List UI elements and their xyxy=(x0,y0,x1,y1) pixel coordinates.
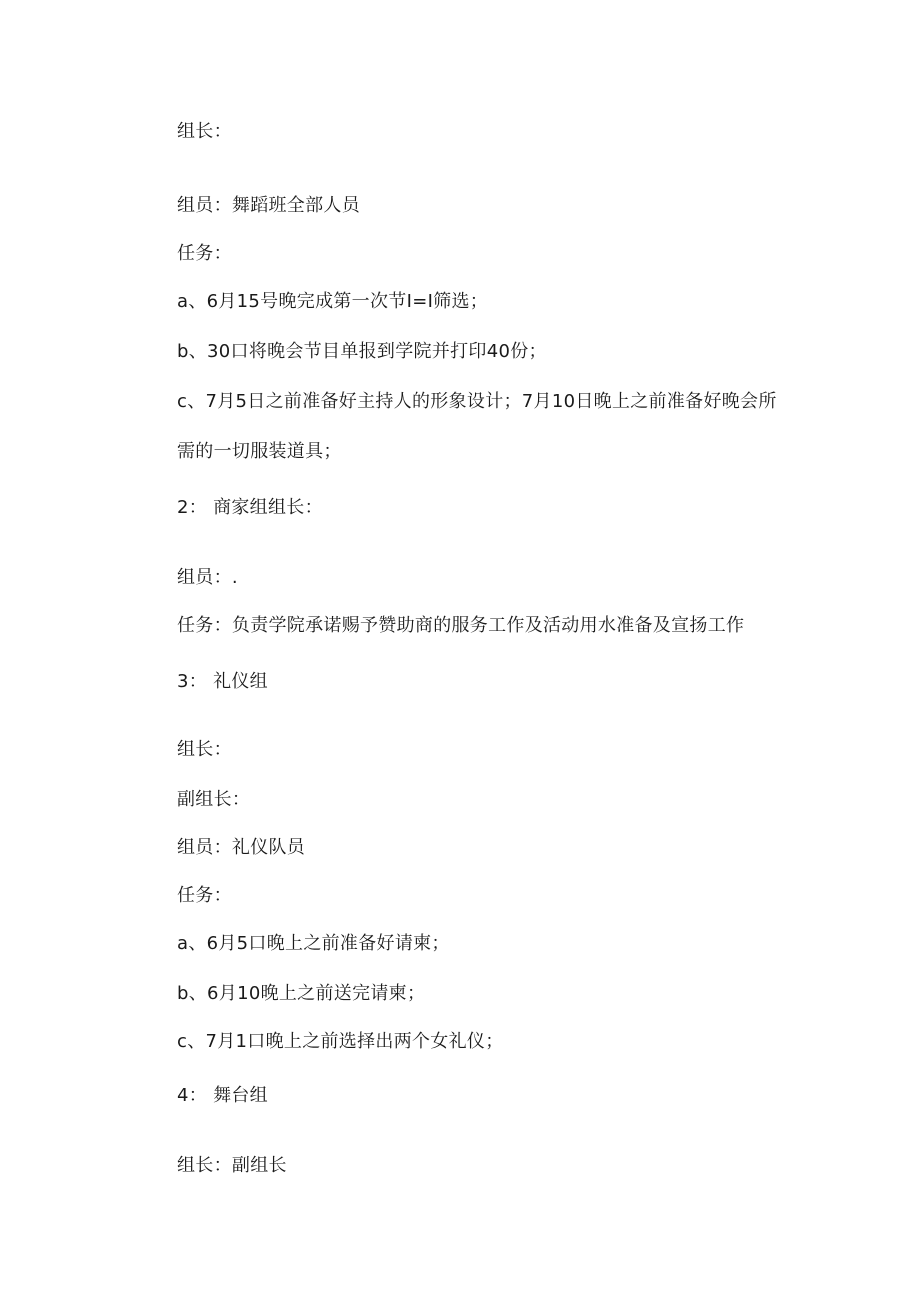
deputy-leader-label-3: 副组长： xyxy=(177,789,251,810)
section-heading-3: 3： 礼仪组 xyxy=(177,671,268,692)
members-line-2: 组员：. xyxy=(177,567,238,588)
section-heading-4: 4： 舞台组 xyxy=(177,1085,268,1106)
task-label-1: 任务： xyxy=(177,243,232,264)
task-item-1a: a、6月15号晚完成第一次节I=I筛选； xyxy=(177,291,489,312)
leader-label-3: 组长： xyxy=(177,739,232,760)
members-line-1: 组员：舞蹈班全部人员 xyxy=(177,195,360,216)
members-line-3: 组员：礼仪队员 xyxy=(177,837,306,858)
leader-label-1: 组长： xyxy=(177,121,232,142)
section-heading-2: 2： 商家组组长： xyxy=(177,497,323,518)
task-item-3b: b、6月10晚上之前送完请柬； xyxy=(177,983,426,1004)
task-line-2: 任务：负责学院承诺赐予赞助商的服务工作及活动用水准备及宣扬工作 xyxy=(177,615,745,636)
leader-deputy-line-4: 组长：副组长 xyxy=(177,1155,287,1176)
task-item-1c: c、7月5日之前准备好主持人的形象设计；7月10日晚上之前准备好晚会所 xyxy=(177,391,777,412)
task-item-3a: a、6月5口晚上之前准备好请柬； xyxy=(177,933,450,954)
task-item-3c: c、7月1口晚上之前选择出两个女礼仪； xyxy=(177,1031,504,1052)
task-item-1c-continued: 需的一切服装道具； xyxy=(177,441,342,462)
task-item-1b: b、30口将晚会节目单报到学院并打印40份； xyxy=(177,341,547,362)
task-label-3: 任务： xyxy=(177,885,232,906)
